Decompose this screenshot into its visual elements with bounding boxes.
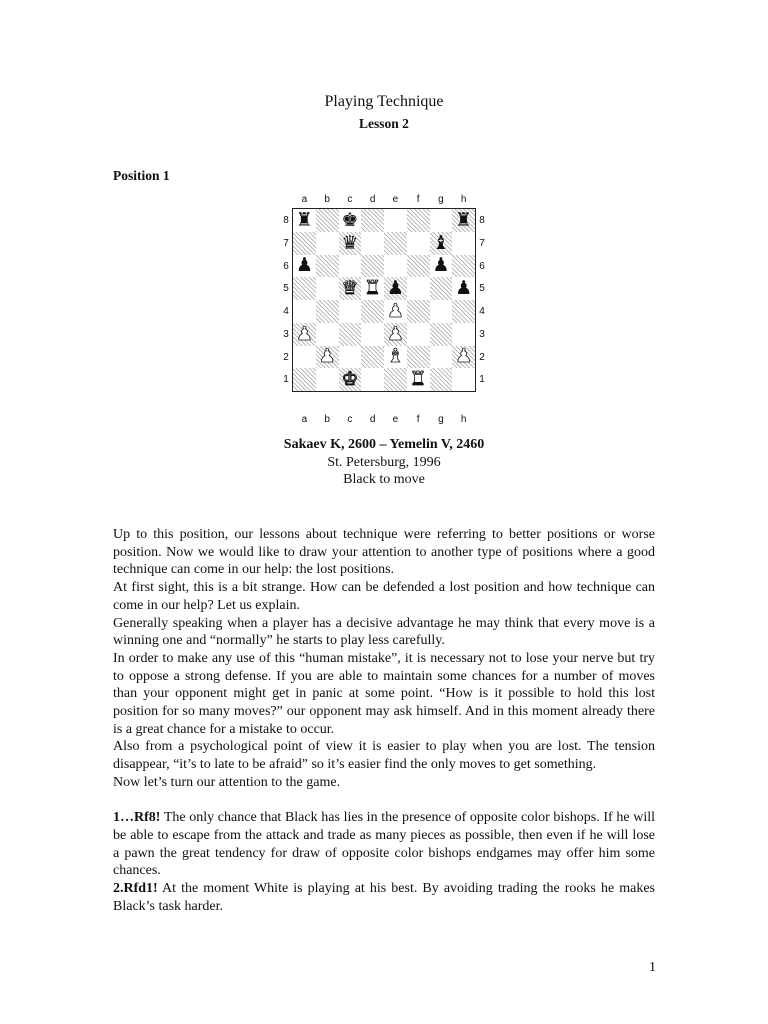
game-players: Sakaev K, 2600 – Yemelin V, 2460 bbox=[283, 437, 485, 452]
square-b6 bbox=[316, 255, 339, 278]
square-e4 bbox=[384, 300, 407, 323]
black-king-icon: ♚ bbox=[341, 208, 359, 231]
square-d5 bbox=[361, 277, 384, 300]
square-h7 bbox=[452, 232, 475, 255]
white-pawn-icon: ♟ bbox=[386, 299, 404, 322]
paragraph: Generally speaking when a player has a decisive advantage he may think that every move is a winning one and “normally” he starts to play less carefully. bbox=[113, 615, 655, 649]
black-pawn-icon: ♟ bbox=[432, 254, 450, 277]
page-number: 1 bbox=[649, 960, 656, 975]
black-pawn-icon: ♟ bbox=[455, 277, 473, 300]
file-label: a bbox=[301, 194, 308, 205]
square-f1 bbox=[407, 368, 430, 391]
white-pawn-icon: ♟ bbox=[455, 345, 473, 368]
square-h2 bbox=[452, 346, 475, 369]
square-b1 bbox=[316, 368, 339, 391]
game-event: St. Petersburg, 1996 bbox=[327, 454, 441, 470]
square-f8 bbox=[407, 209, 430, 232]
paragraph: Up to this position, our lessons about technique were referring to better positions or worse position. Now we would like to draw your attention to another type of positions where a good technique can come in our help: the lost positions. bbox=[113, 527, 655, 578]
square-f6 bbox=[407, 255, 430, 278]
square-a2 bbox=[293, 346, 316, 369]
file-label: g bbox=[438, 194, 444, 205]
lesson-subtitle: Lesson 2 bbox=[359, 116, 409, 131]
rank-labels-left bbox=[280, 210, 292, 392]
square-f7 bbox=[407, 232, 430, 255]
square-e6 bbox=[384, 255, 407, 278]
black-pawn-icon: ♟ bbox=[386, 277, 404, 300]
white-bishop-icon: ♝ bbox=[386, 345, 404, 368]
square-g2 bbox=[430, 346, 453, 369]
square-e5 bbox=[384, 277, 407, 300]
square-d8 bbox=[361, 209, 384, 232]
square-a5 bbox=[293, 277, 316, 300]
square-d4 bbox=[361, 300, 384, 323]
game-info bbox=[0, 436, 768, 489]
square-d1 bbox=[361, 368, 384, 391]
paragraph: In order to make any use of this “human mistake”, it is necessary not to lose your nerve but try to oppose a strong defense. If you are able to maintain some chances for a number of moves than your opponent might get in panic at some point. “How is it possible to hold this lost position for so many moves?” our opponent may ask himself. And in this moment already there is a great chance for a mistake to occur. bbox=[113, 650, 655, 737]
black-queen-icon: ♛ bbox=[341, 231, 359, 254]
square-g5 bbox=[430, 277, 453, 300]
rank-label: 6 bbox=[283, 260, 289, 272]
file-label: b bbox=[324, 414, 330, 425]
rank-label: 3 bbox=[479, 328, 485, 340]
rank-label: 5 bbox=[479, 283, 485, 295]
square-g3 bbox=[430, 323, 453, 346]
file-label: d bbox=[369, 194, 376, 205]
file-labels-bottom bbox=[293, 414, 475, 425]
black-bishop-icon: ♝ bbox=[432, 231, 450, 254]
paragraph: Now let’s turn our attention to the game. bbox=[113, 774, 341, 790]
chess-board bbox=[292, 208, 476, 392]
square-b3 bbox=[316, 323, 339, 346]
square-e3 bbox=[384, 323, 407, 346]
square-h4 bbox=[452, 300, 475, 323]
square-h6 bbox=[452, 255, 475, 278]
rank-label: 6 bbox=[479, 260, 485, 272]
file-label: c bbox=[347, 194, 353, 205]
square-c5 bbox=[339, 277, 362, 300]
file-label: h bbox=[460, 414, 467, 425]
rank-label: 3 bbox=[283, 328, 289, 340]
move-annotation bbox=[113, 880, 655, 915]
square-c7 bbox=[339, 232, 362, 255]
black-rook-icon: ♜ bbox=[455, 208, 473, 231]
square-d7 bbox=[361, 232, 384, 255]
rank-label: 8 bbox=[479, 215, 485, 226]
white-pawn-icon: ♟ bbox=[386, 322, 404, 345]
square-c8 bbox=[339, 209, 362, 232]
file-label: g bbox=[438, 414, 444, 425]
page-title: Playing Technique bbox=[324, 93, 444, 110]
square-f2 bbox=[407, 346, 430, 369]
square-b7 bbox=[316, 232, 339, 255]
white-rook-icon: ♜ bbox=[409, 368, 427, 391]
square-g8 bbox=[430, 209, 453, 232]
white-rook-icon: ♜ bbox=[364, 277, 382, 300]
file-label: a bbox=[301, 414, 308, 425]
white-queen-icon: ♛ bbox=[341, 277, 359, 300]
square-b8 bbox=[316, 209, 339, 232]
square-g1 bbox=[430, 368, 453, 391]
move-notation: 2.Rfd1! bbox=[113, 881, 158, 897]
square-e8 bbox=[384, 209, 407, 232]
black-rook-icon: ♜ bbox=[295, 208, 313, 231]
square-a1 bbox=[293, 368, 316, 391]
square-c4 bbox=[339, 300, 362, 323]
square-b2 bbox=[316, 346, 339, 369]
file-label: h bbox=[460, 194, 467, 205]
side-to-move: Black to move bbox=[343, 472, 425, 487]
move-annotation bbox=[113, 809, 655, 880]
square-f5 bbox=[407, 277, 430, 300]
rank-label: 1 bbox=[479, 374, 485, 386]
rank-label: 1 bbox=[283, 374, 289, 386]
square-d6 bbox=[361, 255, 384, 278]
square-a8 bbox=[293, 209, 316, 232]
paragraph: At first sight, this is a bit strange. How can be defended a lost position and how technique can come in our help? Let us explain. bbox=[113, 580, 655, 613]
square-g6 bbox=[430, 255, 453, 278]
rank-label: 8 bbox=[283, 215, 289, 226]
move-comment: The only chance that Black has lies in the presence of opposite color bishops. If he will be able to escape from the attack and trade as many pieces as possible, then even if he will lose a pawn the great tendency for draw of opposite color bishops endgames may offer him some chances. bbox=[113, 810, 655, 879]
file-label: d bbox=[369, 414, 376, 425]
move-comment: At the moment White is playing at his best. By avoiding trading the rooks he makes Black’s task harder. bbox=[113, 881, 655, 914]
square-b4 bbox=[316, 300, 339, 323]
file-label: e bbox=[392, 194, 399, 205]
file-label: e bbox=[392, 414, 399, 425]
square-c3 bbox=[339, 323, 362, 346]
rank-label: 2 bbox=[283, 351, 289, 363]
rank-label: 4 bbox=[479, 306, 485, 317]
white-pawn-icon: ♟ bbox=[295, 322, 313, 345]
move-notation: 1…Rf8! bbox=[113, 810, 161, 826]
file-labels-top bbox=[293, 194, 475, 205]
square-b5 bbox=[316, 277, 339, 300]
rank-labels-right bbox=[476, 210, 488, 392]
square-a3 bbox=[293, 323, 316, 346]
white-pawn-icon: ♟ bbox=[318, 345, 336, 368]
square-a4 bbox=[293, 300, 316, 323]
square-f4 bbox=[407, 300, 430, 323]
square-e2 bbox=[384, 346, 407, 369]
black-pawn-icon: ♟ bbox=[295, 254, 313, 277]
square-c1 bbox=[339, 368, 362, 391]
rank-label: 7 bbox=[479, 237, 485, 249]
rank-label: 4 bbox=[283, 306, 289, 317]
square-c6 bbox=[339, 255, 362, 278]
paragraph: Also from a psychological point of view it is easier to play when you are lost. The tension disappear, “it’s to late to be afraid” so it’s easier find the only moves to get something. bbox=[113, 739, 655, 773]
square-g7 bbox=[430, 232, 453, 255]
square-h3 bbox=[452, 323, 475, 346]
rank-label: 7 bbox=[283, 237, 289, 249]
file-label: c bbox=[347, 414, 353, 425]
square-e7 bbox=[384, 232, 407, 255]
file-label: b bbox=[324, 194, 330, 205]
white-king-icon: ♚ bbox=[341, 368, 359, 391]
rank-label: 2 bbox=[479, 351, 485, 363]
square-c2 bbox=[339, 346, 362, 369]
square-a6 bbox=[293, 255, 316, 278]
square-h5 bbox=[452, 277, 475, 300]
square-h8 bbox=[452, 209, 475, 232]
rank-label: 5 bbox=[283, 283, 289, 295]
file-label: f bbox=[416, 194, 420, 205]
lesson-body bbox=[113, 526, 655, 915]
square-g4 bbox=[430, 300, 453, 323]
square-h1 bbox=[452, 368, 475, 391]
square-a7 bbox=[293, 232, 316, 255]
square-e1 bbox=[384, 368, 407, 391]
file-label: f bbox=[416, 414, 420, 425]
square-f3 bbox=[407, 323, 430, 346]
square-d2 bbox=[361, 346, 384, 369]
position-heading: Position 1 bbox=[113, 168, 170, 183]
square-d3 bbox=[361, 323, 384, 346]
